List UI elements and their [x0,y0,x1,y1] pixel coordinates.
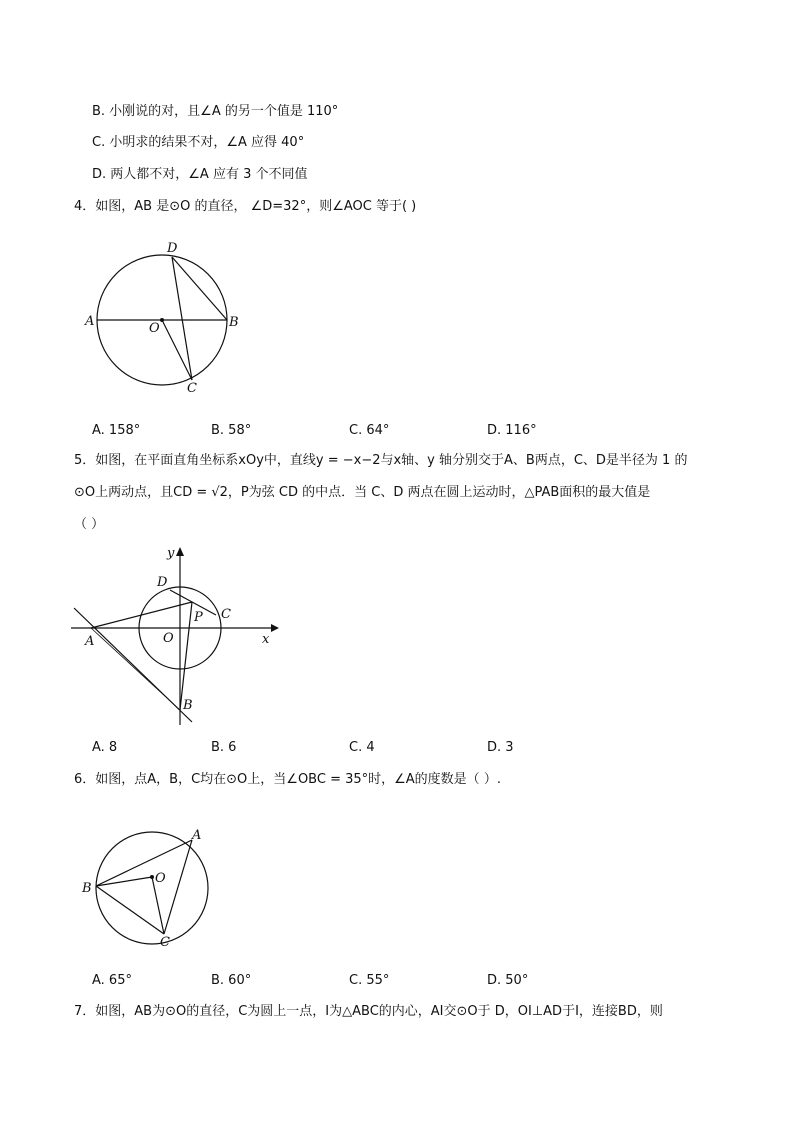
q5-y-axis-arrow [176,547,184,556]
q5-option-c: C. 4 [349,740,375,755]
q4-label-o: O [149,321,160,336]
q4-options [0,422,794,440]
q3-option-d: D. 两人都不对，∠A 应有 3 个不同值 [92,167,308,182]
q6-option-a: A. 65° [92,973,132,988]
q4-label-c: C [187,381,197,396]
q6-option-b: B. 60° [211,973,252,988]
q6-circle [96,832,208,944]
q4-option-b: B. 58° [211,423,252,438]
q3-option-b: B. 小刚说的对，且∠A 的另一个值是 110° [92,104,339,119]
q4-label-a: A [85,314,95,329]
q5-label-d: D [157,575,168,590]
q5-stem-line1: 5．如图，在平面直角坐标系xOy中，直线y = −x−2与x轴、y 轴分别交于A、B两点，C、D是半径为 1 的 [74,453,688,468]
q4-label-b: B [229,315,239,330]
q5-stem-line3: （ ） [74,517,105,532]
q5-chord-dc [170,590,216,615]
q5-segment-pa [91,602,192,628]
q3-option-c: C. 小明求的结果不对，∠A 应得 40° [92,135,305,150]
q5-label-y: y [167,546,175,561]
q6-label-c: C [160,935,170,950]
q5-label-b: B [183,698,193,713]
q5-options [0,739,794,757]
q6-stem: 6．如图，点A，B，C均在⊙O上，当∠OBC = 35°时，∠A的度数是（ ）. [74,772,501,787]
q4-label-d: D [167,241,178,256]
q4-stem: 4．如图，AB 是⊙O 的直径， ∠D=32°，则∠AOC 等于( ) [74,199,417,214]
q6-label-a: A [192,828,202,843]
q4-option-a: A. 158° [92,423,141,438]
q5-label-x: x [262,632,270,647]
q5-option-d: D. 3 [487,740,514,755]
q6-options [0,972,794,990]
q6-center-dot [150,875,154,879]
q5-segment-pb [180,602,192,710]
q6-label-o: O [155,871,166,886]
q6-segment-ba [96,840,192,886]
q5-figure [66,540,286,730]
q4-segment-od-path [172,257,192,380]
q5-label-c: C [221,607,231,622]
q7-stem: 7．如图，AB为⊙O的直径，C为圆上一点，I为△ABC的内心，AI交⊙O于 D，OI⊥AD于I，连接BD，则 [74,1004,663,1019]
q6-segment-bc [96,886,164,934]
q5-label-p: P [194,610,203,625]
q6-segment-ac [164,840,192,934]
q6-label-b: B [82,881,92,896]
q5-stem-line2: ⊙O上两动点，且CD = √2，P为弦 CD 的中点．当 C、D 两点在圆上运动时，△PAB面积的最大值是 [74,485,651,500]
q4-option-c: C. 64° [349,423,390,438]
q5-x-axis-arrow [271,624,279,632]
q5-option-b: B. 6 [211,740,237,755]
q4-figure [82,236,262,406]
q5-label-a: A [85,634,95,649]
q6-option-d: D. 50° [487,973,529,988]
q6-figure [80,820,220,970]
q5-option-a: A. 8 [92,740,118,755]
q4-center-dot [160,318,164,322]
q6-option-c: C. 55° [349,973,390,988]
q5-label-o: O [163,631,174,646]
q4-option-d: D. 116° [487,423,537,438]
